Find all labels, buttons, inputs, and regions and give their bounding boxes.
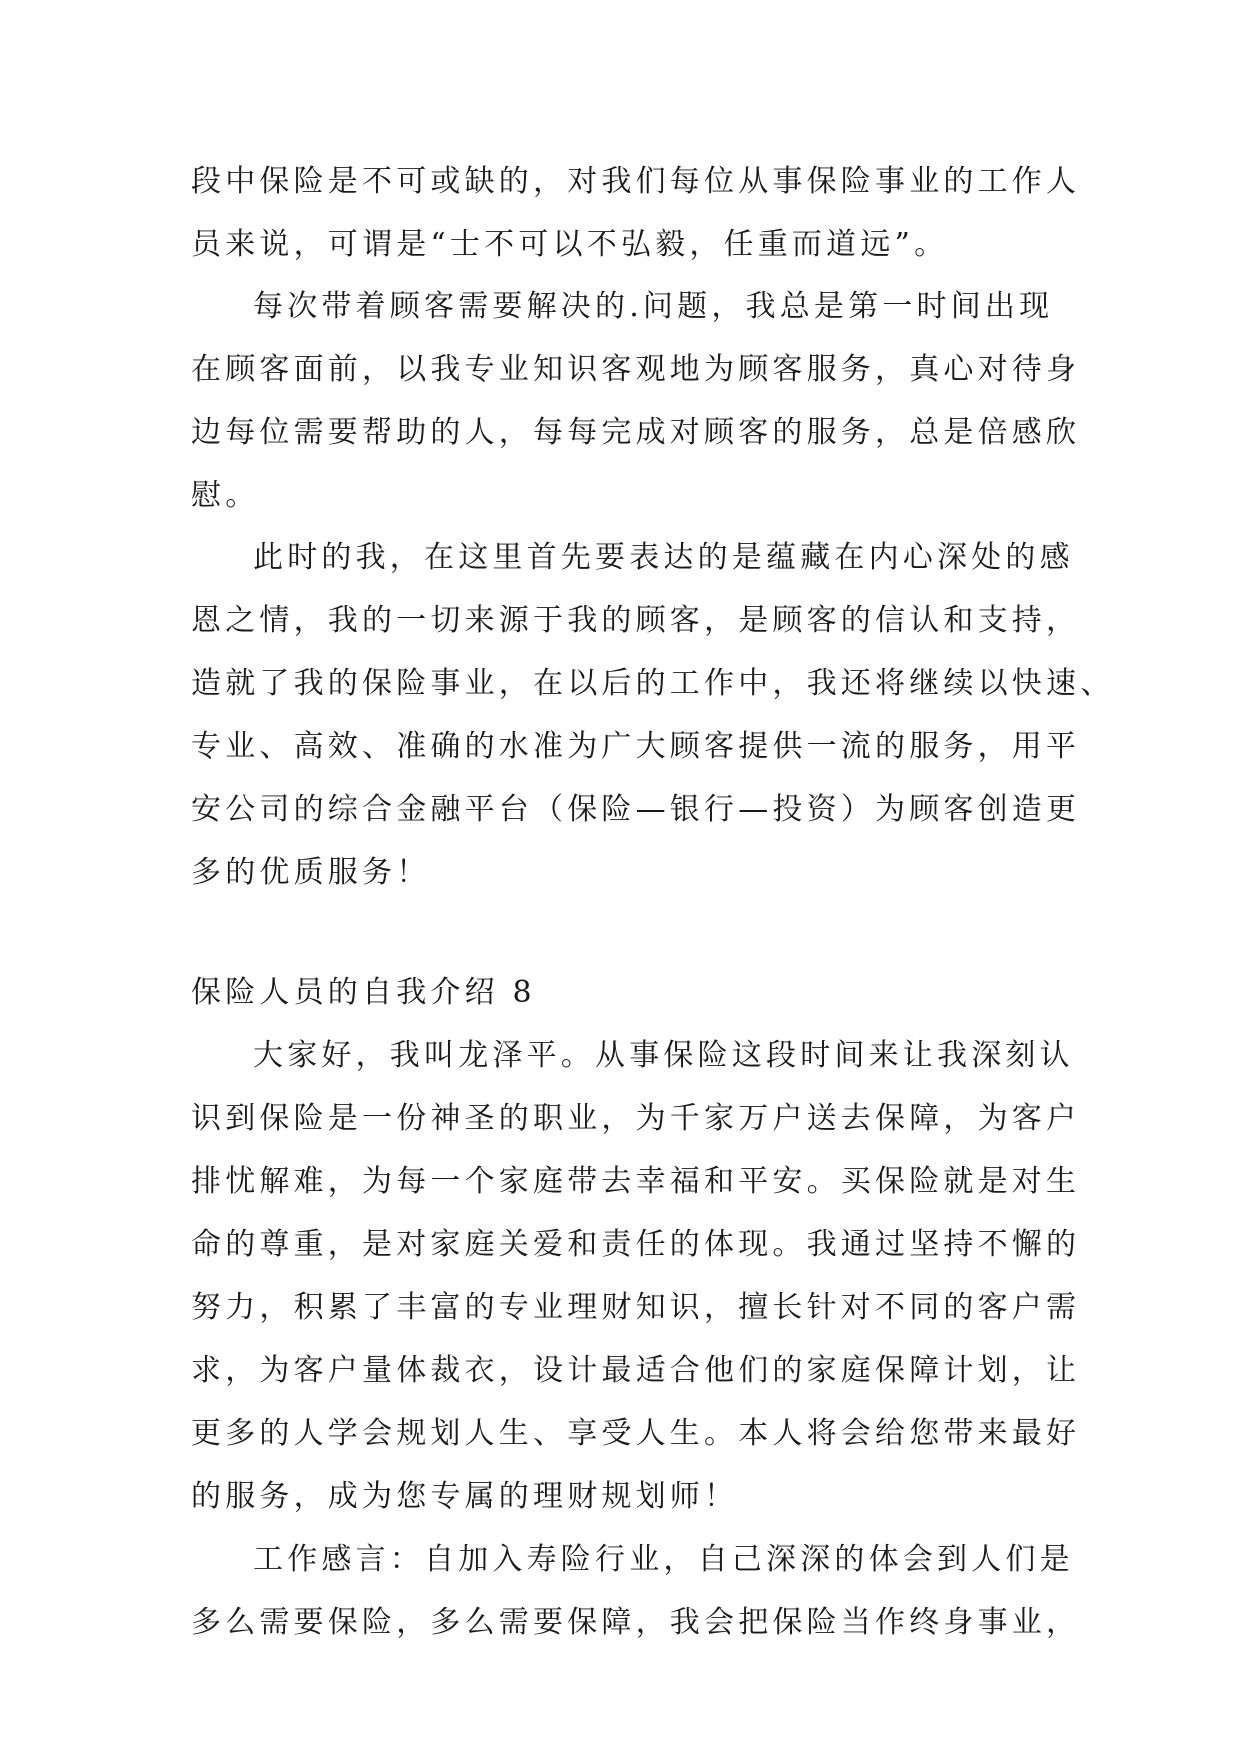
text-line: 恩之情，我的一切来源于我的顾客，是顾客的信认和支持， — [191, 603, 1081, 638]
text-line: 造就了我的保险事业，在以后的工作中，我还将继续以快速、 — [191, 666, 1115, 701]
text-line: 排忧解难，为每一个家庭带去幸福和平安。买保险就是对生 — [191, 1164, 1081, 1199]
paragraph-start-line: 每次带着顾客需要解决的.问题，我总是第一时间出现 — [253, 289, 1054, 324]
text-line: 更多的人学会规划人生、享受人生。本人将会给您带来最好 — [191, 1416, 1081, 1451]
text-line: 员来说，可谓是“士不可以不弘毅，任重而道远”。 — [191, 227, 949, 262]
text-line: 多的优质服务！ — [191, 855, 431, 890]
text-line: 多么需要保险，多么需要保障，我会把保险当作终身事业， — [191, 1605, 1081, 1640]
text-line: 安公司的综合金融平台（保险—银行—投资）为顾客创造更 — [191, 792, 1081, 827]
paragraph-start-line: 大家好，我叫龙泽平。从事保险这段时间来让我深刻认 — [253, 1038, 1074, 1073]
paragraph-start-line: 工作感言：自加入寿险行业，自己深深的体会到人们是 — [253, 1542, 1074, 1577]
paragraph-start-line: 此时的我，在这里首先要表达的是蕴藏在内心深处的感 — [253, 540, 1074, 575]
text-line: 努力，积累了丰富的专业理财知识，擅长针对不同的客户需 — [191, 1290, 1081, 1325]
text-line: 慰。 — [191, 478, 260, 513]
text-line: 专业、高效、准确的水准为广大顾客提供一流的服务，用平 — [191, 729, 1081, 764]
text-line: 命的尊重，是对家庭关爱和责任的体现。我通过坚持不懈的 — [191, 1227, 1081, 1262]
text-line: 边每位需要帮助的人，每每完成对顾客的服务，总是倍感欣 — [191, 415, 1081, 450]
text-line: 求，为客户量体裁衣，设计最适合他们的家庭保障计划，让 — [191, 1353, 1081, 1388]
section-heading: 保险人员的自我介绍 8 — [191, 975, 536, 1010]
text-line: 段中保险是不可或缺的，对我们每位从事保险事业的工作人 — [191, 164, 1081, 199]
text-line: 在顾客面前，以我专业知识客观地为顾客服务，真心对待身 — [191, 352, 1081, 387]
text-line: 识到保险是一份神圣的职业，为千家万户送去保障，为客户 — [191, 1101, 1081, 1136]
text-line: 的服务，成为您专属的理财规划师！ — [191, 1479, 739, 1514]
